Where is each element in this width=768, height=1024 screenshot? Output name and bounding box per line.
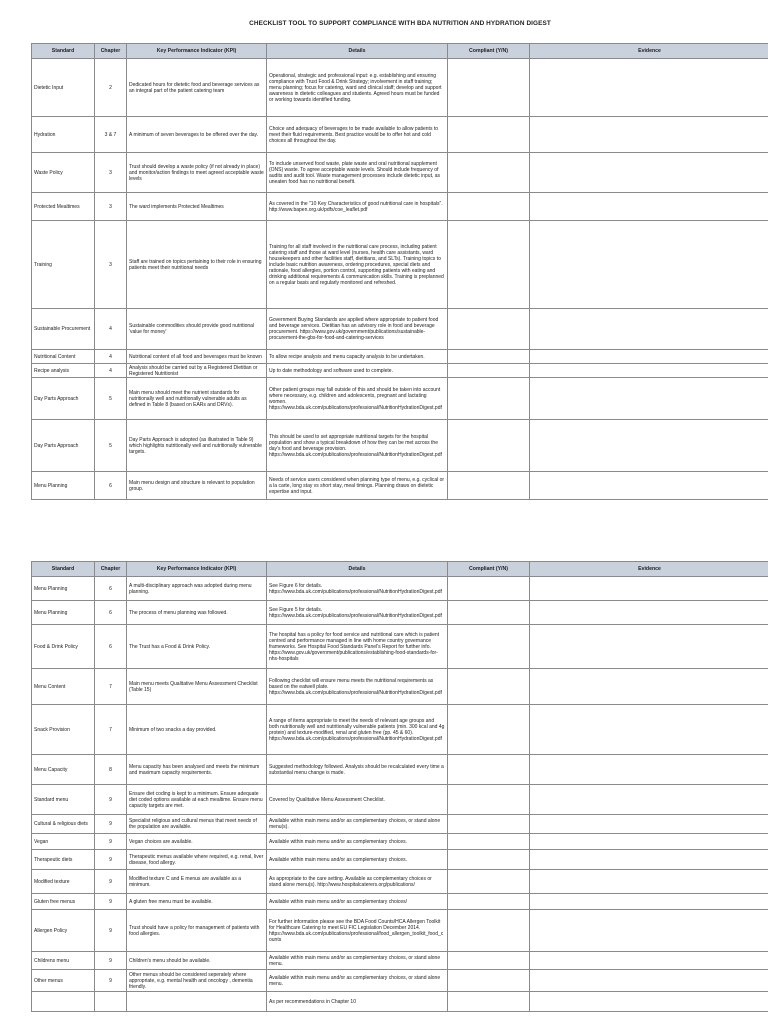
cell-evidence[interactable]	[530, 153, 768, 193]
cell-details: Operational, strategic and professional input: e.g. establishing and ensuring compliance with Trust Food & Drink Strategy; involvement in staff training; menu planning; focus for catering, ward and clinical staff; develop and support awareness in dietetic colleagues and students. Agreed hours must be funded or working towards identified funding.	[267, 59, 448, 117]
cell-details: Covered by Qualitative Menu Assessment Checklist.	[267, 785, 448, 815]
cell-compliant[interactable]	[448, 815, 530, 834]
cell-details: This should be used to set appropriate nutritional targets for the hospital population and show a typical breakdown of how they can be met across the day's food and beverage provision. https://www.bda.uk.com/publications/professional/NutritionHydrationDigest.pdf	[267, 420, 448, 472]
cell-chapter: 7	[95, 705, 127, 755]
cell-compliant[interactable]	[448, 577, 530, 601]
cell-chapter	[95, 992, 127, 1012]
cell-standard: Allergen Policy	[32, 910, 95, 952]
header-evidence: Evidence	[530, 562, 768, 577]
cell-standard: Cultural & religious diets	[32, 815, 95, 834]
cell-compliant[interactable]	[448, 472, 530, 500]
cell-standard: Vegan	[32, 834, 95, 850]
table-row	[32, 755, 768, 785]
cell-compliant[interactable]	[448, 705, 530, 755]
cell-kpi: Therapeutic menus available where required, e.g. renal, liver disease, food allergy.	[127, 850, 267, 870]
table-row	[32, 221, 768, 309]
cell-compliant[interactable]	[448, 350, 530, 364]
cell-kpi: Main menu design and structure is relevant to population group.	[127, 472, 267, 500]
cell-chapter: 6	[95, 577, 127, 601]
table-row	[32, 378, 768, 420]
cell-details: Available within main menu and/or as complementary choices/	[267, 894, 448, 910]
table-row	[32, 910, 768, 952]
cell-details: The hospital has a policy for food service and nutritional care which is patient centred and performance managed in line with home country governance frameworks. See Hospital Food Standards Panel's Report for further info. https://www.gov.uk/government/publications/establishing-food-standards-for-nhs-hospitals	[267, 625, 448, 669]
cell-chapter: 9	[95, 815, 127, 834]
cell-compliant[interactable]	[448, 834, 530, 850]
cell-chapter: 9	[95, 834, 127, 850]
header-chapter: Chapter	[95, 562, 127, 577]
cell-evidence[interactable]	[530, 378, 768, 420]
table-row	[32, 601, 768, 625]
document-title: CHECKLIST TOOL TO SUPPORT COMPLIANCE WITH BDA NUTRITION AND HYDRATION DIGEST	[249, 20, 551, 27]
cell-standard: Recipe analysis	[32, 364, 95, 378]
header-compliant: Compliant (Y/N)	[448, 562, 530, 577]
cell-kpi: Staff are trained on topics pertaining to their role in ensuring patients meet their nutritional needs	[127, 221, 267, 309]
cell-evidence[interactable]	[530, 970, 768, 992]
cell-details: As appropriate to the care setting. Available as complementary choices or stand alone menu(s). http://www.hospitalcaterers.org/publications/	[267, 870, 448, 894]
cell-standard: Dietetic Input	[32, 59, 95, 117]
cell-evidence[interactable]	[530, 815, 768, 834]
cell-chapter: 8	[95, 755, 127, 785]
cell-details: To allow recipe analysis and menu capacity analysis to be undertaken.	[267, 350, 448, 364]
cell-standard: Sustainable Procurement	[32, 309, 95, 350]
header-standard: Standard	[32, 562, 95, 577]
cell-chapter: 6	[95, 625, 127, 669]
table-row	[32, 420, 768, 472]
header-row	[32, 44, 768, 59]
table-row	[32, 785, 768, 815]
cell-compliant[interactable]	[448, 601, 530, 625]
cell-kpi: Analysis should be carried out by a Registered Dietitian or Registered Nutritionist	[127, 364, 267, 378]
cell-details: See Figure 5 for details. https://www.bda.uk.com/publications/professional/NutritionHydrationDigest.pdf	[267, 601, 448, 625]
cell-chapter: 9	[95, 850, 127, 870]
cell-evidence[interactable]	[530, 364, 768, 378]
cell-evidence[interactable]	[530, 625, 768, 669]
cell-kpi: Dedicated hours for dietetic food and beverage services as an integral part of the patient catering team	[127, 59, 267, 117]
header-kpi: Key Performance Indicator (KPI)	[127, 44, 267, 59]
cell-standard: Protected Mealtimes	[32, 193, 95, 221]
cell-details: For further information please see the BDA Food Counts/HCA Allergen Toolkit for Healthcare Catering to meet EU FIC Legislation December 2014. https://www.bda.uk.com/publications/professional/food_allergen_toolkit_food_counts	[267, 910, 448, 952]
cell-evidence[interactable]	[530, 350, 768, 364]
cell-standard	[32, 992, 95, 1012]
cell-compliant[interactable]	[448, 420, 530, 472]
cell-details: Up to date methodology and software used to complete.	[267, 364, 448, 378]
cell-evidence[interactable]	[530, 669, 768, 705]
table-row	[32, 472, 768, 500]
cell-standard: Modified texture	[32, 870, 95, 894]
cell-standard: Menu Planning	[32, 472, 95, 500]
table-row	[32, 952, 768, 970]
table-row	[32, 59, 768, 117]
cell-chapter: 4	[95, 364, 127, 378]
cell-chapter: 9	[95, 952, 127, 970]
cell-compliant[interactable]	[448, 952, 530, 970]
cell-chapter: 9	[95, 910, 127, 952]
cell-evidence[interactable]	[530, 221, 768, 309]
cell-standard: Standard menu	[32, 785, 95, 815]
header-kpi: Key Performance Indicator (KPI)	[127, 562, 267, 577]
cell-compliant[interactable]	[448, 117, 530, 153]
cell-chapter: 9	[95, 894, 127, 910]
cell-kpi: Main menu should meet the nutrient standards for nutritionally well and nutritionally vulnerable adults as defined in Table 8 (based on EARs and DRVs).	[127, 378, 267, 420]
cell-chapter: 7	[95, 669, 127, 705]
cell-chapter: 2	[95, 59, 127, 117]
cell-details: Available within main menu and/or as complementary choices, or stand alone menu.	[267, 952, 448, 970]
cell-compliant[interactable]	[448, 153, 530, 193]
cell-standard: Other menus	[32, 970, 95, 992]
cell-kpi: Trust should have a policy for management of patients with food allergies.	[127, 910, 267, 952]
cell-details: Following checklist will ensure menu meets the nutritional requirements as based on the eatwell plate. https://www.bda.uk.com/publications/professional/NutritionHydrationDigest.pdf	[267, 669, 448, 705]
table-row	[32, 669, 768, 705]
cell-evidence[interactable]	[530, 834, 768, 850]
cell-chapter: 9	[95, 970, 127, 992]
cell-compliant[interactable]	[448, 309, 530, 350]
table-row	[32, 364, 768, 378]
cell-standard: Day Parts Approach	[32, 378, 95, 420]
cell-standard: Childrens menu	[32, 952, 95, 970]
cell-compliant[interactable]	[448, 59, 530, 117]
checklist-table-1	[31, 43, 768, 500]
table-row	[32, 153, 768, 193]
cell-kpi: Minimum of two snacks a day provided.	[127, 705, 267, 755]
table-row	[32, 870, 768, 894]
cell-chapter: 6	[95, 601, 127, 625]
cell-kpi	[127, 992, 267, 1012]
cell-kpi: The ward implements Protected Mealtimes	[127, 193, 267, 221]
cell-kpi: Specialist religious and cultural menus that meet needs of the population are available.	[127, 815, 267, 834]
header-standard: Standard	[32, 44, 95, 59]
cell-compliant[interactable]	[448, 378, 530, 420]
header-details: Details	[267, 562, 448, 577]
cell-compliant[interactable]	[448, 992, 530, 1012]
cell-chapter: 3	[95, 193, 127, 221]
cell-compliant[interactable]	[448, 785, 530, 815]
table-row	[32, 894, 768, 910]
table-row	[32, 705, 768, 755]
cell-details: Available within main menu and/or as complementary choices.	[267, 834, 448, 850]
cell-compliant[interactable]	[448, 870, 530, 894]
cell-evidence[interactable]	[530, 894, 768, 910]
cell-kpi: The Trust has a Food & Drink Policy.	[127, 625, 267, 669]
checklist-table-2	[31, 561, 768, 1012]
cell-kpi: Sustainable commodities should provide good nutritional 'value for money'	[127, 309, 267, 350]
cell-details: Choice and adequacy of beverages to be made available to allow patients to meet their fluid requirements. Best practice would be to offer hot and cold choices all throughout the day.	[267, 117, 448, 153]
cell-details: Available within main menu and/or as complementary choices, or stand alone menu.	[267, 970, 448, 992]
cell-kpi: A gluten free menu must be available.	[127, 894, 267, 910]
cell-compliant[interactable]	[448, 910, 530, 952]
cell-standard: Snack Provision	[32, 705, 95, 755]
cell-compliant[interactable]	[448, 625, 530, 669]
table-row	[32, 350, 768, 364]
cell-evidence[interactable]	[530, 870, 768, 894]
cell-chapter: 4	[95, 309, 127, 350]
cell-compliant[interactable]	[448, 669, 530, 705]
table-row	[32, 992, 768, 1012]
cell-kpi: Modified texture C and E menus are available as a minimum.	[127, 870, 267, 894]
header-evidence: Evidence	[530, 44, 768, 59]
cell-evidence[interactable]	[530, 59, 768, 117]
cell-evidence[interactable]	[530, 601, 768, 625]
cell-kpi: Children's menu should be available.	[127, 952, 267, 970]
cell-chapter: 3	[95, 153, 127, 193]
cell-details: Suggested methodology followed. Analysis should be recalculated every time a substantial menu change is made.	[267, 755, 448, 785]
cell-standard: Waste Policy	[32, 153, 95, 193]
cell-evidence[interactable]	[530, 577, 768, 601]
cell-chapter: 4	[95, 350, 127, 364]
cell-compliant[interactable]	[448, 221, 530, 309]
cell-compliant[interactable]	[448, 850, 530, 870]
table-row	[32, 970, 768, 992]
cell-evidence[interactable]	[530, 309, 768, 350]
cell-evidence[interactable]	[530, 755, 768, 785]
header-details: Details	[267, 44, 448, 59]
cell-compliant[interactable]	[448, 193, 530, 221]
cell-details: See Figure 6 for details. https://www.bda.uk.com/publications/professional/NutritionHydrationDigest.pdf	[267, 577, 448, 601]
cell-kpi: A minimum of seven beverages to be offered over the day.	[127, 117, 267, 153]
cell-standard: Menu Planning	[32, 601, 95, 625]
cell-details: Training for all staff involved in the nutritional care process, including patient catering staff and those at ward level (nurses, health care assistants, ward housekeepers and other facilities staff, dietitians, and SLTs). Training topics to include basic nutrition awareness, ordering procedures, special diets and rationale, food allergies, portion control, supporting patients with eating and drinking additional requirements & communication skills. Training is preplanned on a regular basis and regularly monitored and refreshed.	[267, 221, 448, 309]
cell-evidence[interactable]	[530, 117, 768, 153]
cell-evidence[interactable]	[530, 785, 768, 815]
cell-kpi: Ensure diet coding is kept to a minimum. Ensure adequate diet coded options available at each mealtime. Ensure menu capacity targets are met.	[127, 785, 267, 815]
table-row	[32, 577, 768, 601]
cell-chapter: 9	[95, 870, 127, 894]
cell-kpi: Trust should develop a waste policy (if not already in place) and monitor/action findings to meet agreed acceptable waste levels	[127, 153, 267, 193]
cell-details: A range of items appropriate to meet the needs of relevant age groups and both nutritionally well and nutritionally vulnerable patients (min. 300 kcal and 4g protein) and texture-modified, renal and gluten free (pp. 45 & 60). https://www.bda.uk.com/publications/professional/NutritionHydrationDigest.pdf	[267, 705, 448, 755]
table-row	[32, 625, 768, 669]
cell-standard: Gluten free menus	[32, 894, 95, 910]
cell-compliant[interactable]	[448, 894, 530, 910]
cell-details: To include unserved food waste, plate waste and oral nutritional supplement (ONS) waste. To agree acceptable waste levels. Should include frequency of audits and audit tool. Waste management processes include dietetic input, as uneaten food has no nutritional benefit.	[267, 153, 448, 193]
cell-evidence[interactable]	[530, 193, 768, 221]
cell-compliant[interactable]	[448, 755, 530, 785]
cell-kpi: Main menu meets Qualitative Menu Assessment Checklist (Table 15)	[127, 669, 267, 705]
cell-standard: Menu Content	[32, 669, 95, 705]
cell-kpi: The process of menu planning was followed.	[127, 601, 267, 625]
table-row	[32, 309, 768, 350]
cell-chapter: 5	[95, 420, 127, 472]
cell-details: Available within main menu and/or as complementary choices.	[267, 850, 448, 870]
cell-evidence[interactable]	[530, 850, 768, 870]
cell-details: As per recommendations in Chapter 10	[267, 992, 448, 1012]
cell-details: As covered in the "10 Key Characteristics of good nutritional care in hospitals". http://www.bapen.org.uk/pdfs/coe_leaflet.pdf	[267, 193, 448, 221]
cell-evidence[interactable]	[530, 992, 768, 1012]
table-row	[32, 193, 768, 221]
cell-evidence[interactable]	[530, 705, 768, 755]
cell-kpi: A multi-disciplinary approach was adopted during menu planning.	[127, 577, 267, 601]
cell-evidence[interactable]	[530, 472, 768, 500]
table-row	[32, 815, 768, 834]
cell-standard: Menu Capacity	[32, 755, 95, 785]
cell-standard: Therapeutic diets	[32, 850, 95, 870]
table-row	[32, 117, 768, 153]
cell-chapter: 9	[95, 785, 127, 815]
cell-standard: Training	[32, 221, 95, 309]
cell-chapter: 3 & 7	[95, 117, 127, 153]
table-row	[32, 850, 768, 870]
cell-compliant[interactable]	[448, 970, 530, 992]
cell-standard: Menu Planning	[32, 577, 95, 601]
cell-compliant[interactable]	[448, 364, 530, 378]
header-compliant: Compliant (Y/N)	[448, 44, 530, 59]
cell-kpi: Menu capacity has been analysed and meets the minimum and maximum capacity requirements.	[127, 755, 267, 785]
cell-evidence[interactable]	[530, 910, 768, 952]
cell-kpi: Other menus should be considered seperately where appropriate, e.g. mental health and oncology , dementia friendly.	[127, 970, 267, 992]
cell-standard: Hydration	[32, 117, 95, 153]
cell-standard: Food & Drink Policy	[32, 625, 95, 669]
cell-details: Needs of service users considered when planning type of menu, e.g. cyclical or a la carte, long stay vs short stay, meal timings. Planning draws on dietetic expertise and input.	[267, 472, 448, 500]
cell-kpi: Vegan choices are available.	[127, 834, 267, 850]
header-chapter: Chapter	[95, 44, 127, 59]
cell-details: Government Buying Standards are applied where appropriate to patient food and beverage services. Dietitian has an advisory role in food and beverage procurement. https://www.gov.uk/government/publications/sustainable-procurement-the-gbs-for-food-and-catering-services	[267, 309, 448, 350]
header-row	[32, 562, 768, 577]
cell-chapter: 5	[95, 378, 127, 420]
cell-chapter: 3	[95, 221, 127, 309]
cell-chapter: 6	[95, 472, 127, 500]
cell-kpi: Nutritional content of all food and beverages must be known	[127, 350, 267, 364]
cell-kpi: Day Parts Approach is adopted (as illustrated in Table 9) which highlights nutritionally well and nutritionally vulnerable targets.	[127, 420, 267, 472]
cell-details: Other patient groups may fall outside of this and should be taken into account where necessary, e.g. children and adolescents, pregnant and lactating women. https://www.bda.uk.com/publications/professional/NutritionHydrationDigest.pdf	[267, 378, 448, 420]
cell-standard: Day Parts Approach	[32, 420, 95, 472]
cell-evidence[interactable]	[530, 952, 768, 970]
cell-evidence[interactable]	[530, 420, 768, 472]
cell-standard: Nutritional Content	[32, 350, 95, 364]
cell-details: Available within main menu and/or as complementary choices, or stand alone menu(s).	[267, 815, 448, 834]
table-row	[32, 834, 768, 850]
